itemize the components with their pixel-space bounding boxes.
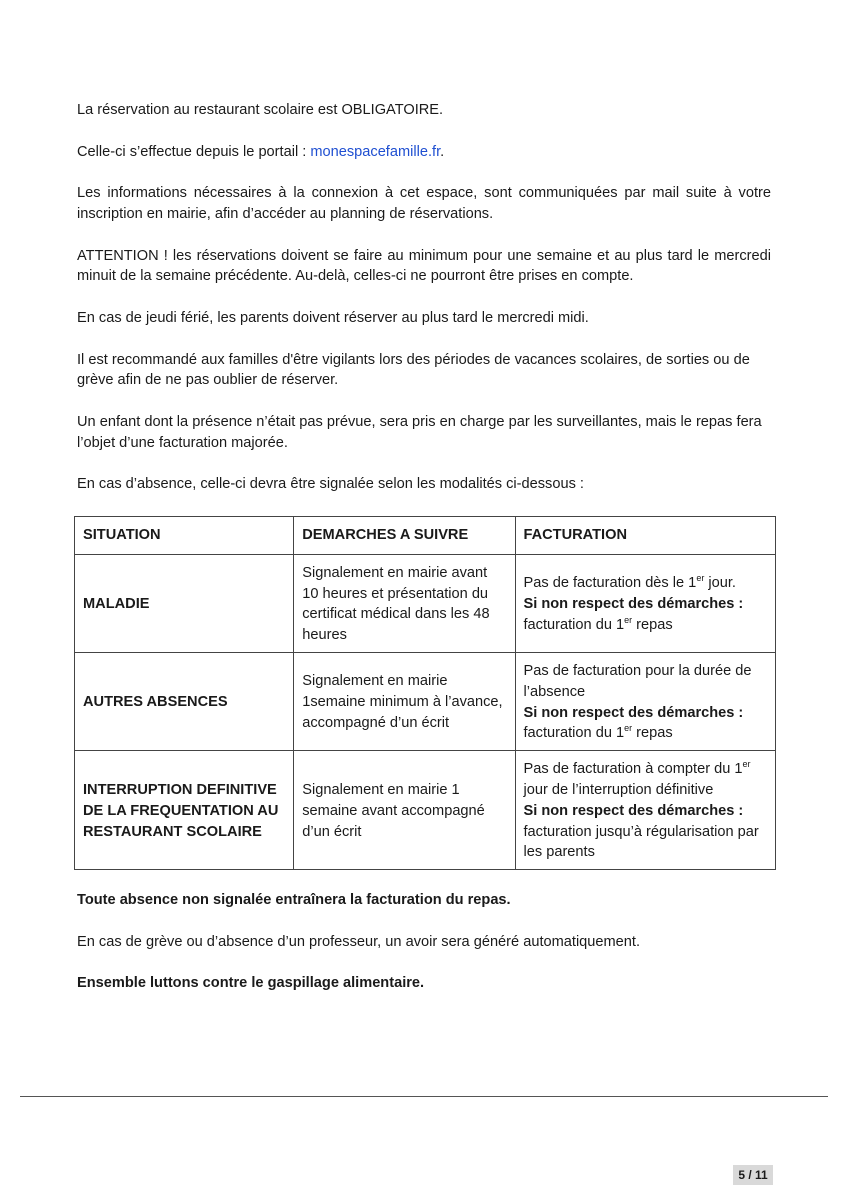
- table-header-row: [75, 516, 776, 554]
- paragraph-vigilance: Il est recommandé aux familles d'être vigilants lors des périodes de vacances scolaires, de sorties ou de grève afin de ne pas oublier de réserver.: [77, 351, 750, 389]
- paragraph-portail: [77, 142, 771, 163]
- note-gaspillage: Ensemble luttons contre le gaspillage alimentaire.: [77, 975, 425, 992]
- paragraph-enfant-imprevu: Un enfant dont la présence n’était pas prévue, sera pris en charge par les surveillantes, mais le repas fera l’objet d’une facturation majorée.: [77, 413, 762, 451]
- portail-link[interactable]: monespacefamille.fr: [310, 143, 441, 160]
- cell-demarches: Signalement en mairie 1 semaine avant accompagné d’un écrit: [294, 751, 515, 870]
- table-row: [75, 554, 776, 652]
- cell-demarches: Signalement en mairie 1semaine minimum à l’avance, accompagné d’un écrit: [294, 652, 515, 750]
- cell-facturation: Pas de facturation à compter du 1er jour de l’interruption définitive Si non respect des démarches : facturation jusqu’à régularisation par les parents: [515, 751, 776, 870]
- portail-period: .: [440, 143, 445, 160]
- table-row: [75, 751, 776, 870]
- header-demarches: DEMARCHES A SUIVRE: [294, 516, 515, 554]
- header-facturation: FACTURATION: [515, 516, 776, 554]
- document-body: [77, 100, 771, 1015]
- paragraph-obligatoire: La réservation au restaurant scolaire est OBLIGATOIRE.: [77, 102, 444, 118]
- cell-situation: INTERRUPTION DEFINITIVE DE LA FREQUENTATION AU RESTAURANT SCOLAIRE: [75, 751, 294, 870]
- header-situation: SITUATION: [75, 516, 294, 554]
- cell-facturation: Pas de facturation dès le 1er jour. Si non respect des démarches : facturation du 1er repas: [515, 554, 776, 652]
- note-absence-non-signalee: Toute absence non signalée entraînera la facturation du repas.: [77, 892, 511, 909]
- cell-situation: MALADIE: [75, 554, 294, 652]
- absence-table: [74, 516, 776, 870]
- paragraph-jeudi-ferie: En cas de jeudi férié, les parents doivent réserver au plus tard le mercredi midi.: [77, 309, 589, 326]
- paragraph-connexion: Les informations nécessaires à la connexion à cet espace, sont communiquées par mail suite à votre inscription en mairie, afin d’accéder au planning de réservations.: [77, 185, 771, 222]
- table-row: [75, 652, 776, 750]
- cell-situation: AUTRES ABSENCES: [75, 652, 294, 750]
- cell-facturation: Pas de facturation pour la durée de l’absence Si non respect des démarches : facturation du 1er repas: [515, 652, 776, 750]
- portail-text: Celle-ci s’effectue depuis le portail :: [77, 143, 311, 160]
- page-number: 5 / 11: [733, 1165, 773, 1185]
- footer-divider: [20, 1096, 828, 1097]
- cell-demarches: Signalement en mairie avant 10 heures et présentation du certificat médical dans les 48 heures: [294, 554, 515, 652]
- note-greve: En cas de grève ou d’absence d’un professeur, un avoir sera généré automatiquement.: [77, 933, 641, 950]
- paragraph-attention: ATTENTION ! les réservations doivent se faire au minimum pour une semaine et au plus tard le mercredi minuit de la semaine précédente. Au-delà, celles-ci ne pourront être prises en compte.: [77, 247, 771, 285]
- paragraph-absence-intro: En cas d’absence, celle-ci devra être signalée selon les modalités ci-dessous :: [77, 476, 584, 493]
